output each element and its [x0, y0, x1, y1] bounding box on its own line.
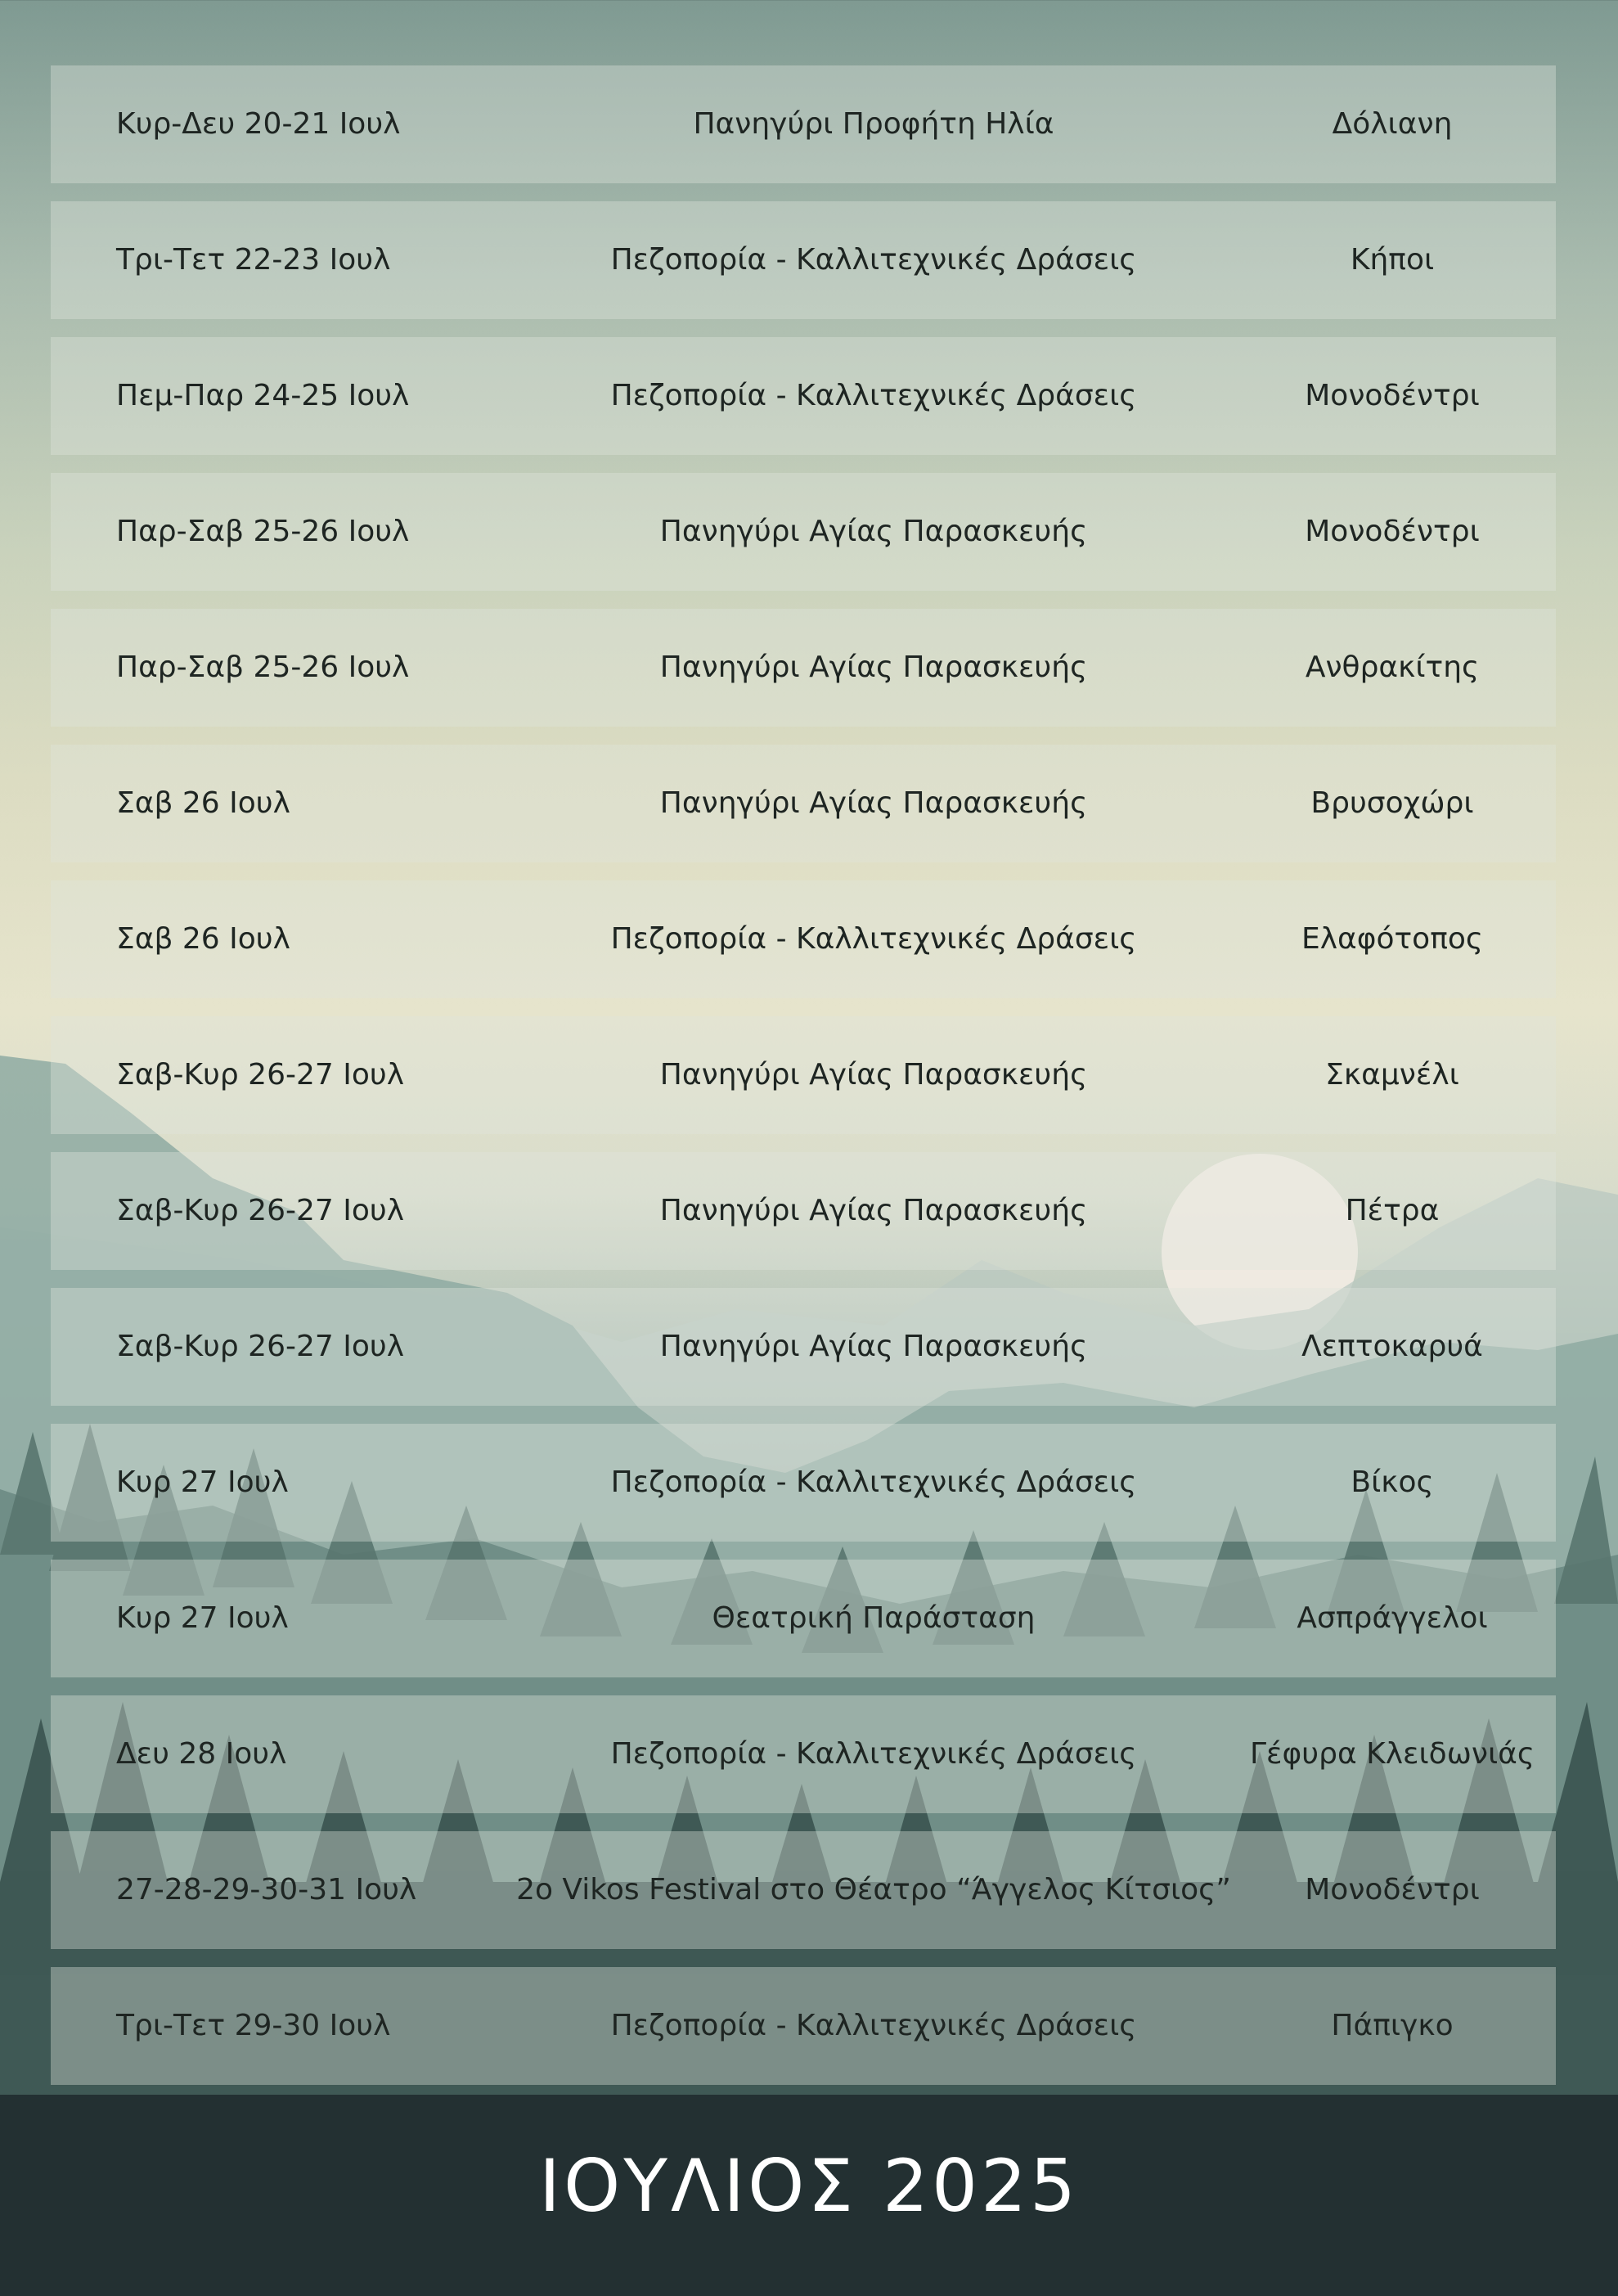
event-location: Μονοδέντρι: [1305, 1873, 1480, 1907]
event-date: Δευ 28 Ιουλ: [116, 1737, 287, 1771]
event-name: Πανηγύρι Προφήτη Ηλία: [693, 107, 1054, 141]
page-title: ΙΟΥΛΙΟΣ 2025: [539, 2144, 1079, 2228]
schedule-row: [51, 1016, 1556, 1134]
event-location: Γέφυρα Κλειδωνιάς: [1250, 1737, 1535, 1771]
event-date: Παρ-Σαβ 25-26 Ιουλ: [116, 651, 410, 684]
event-location: Πάπιγκο: [1331, 2009, 1454, 2042]
schedule-row: [51, 880, 1556, 998]
event-name: Πεζοπορία - Καλλιτεχνικές Δράσεις: [610, 1737, 1137, 1771]
schedule-row: [51, 609, 1556, 727]
event-name: Πεζοπορία - Καλλιτεχνικές Δράσεις: [610, 379, 1137, 412]
event-name: Πανηγύρι Αγίας Παρασκευής: [659, 1058, 1088, 1092]
event-date: 27-28-29-30-31 Ιουλ: [116, 1873, 417, 1907]
event-location: Ανθρακίτης: [1305, 651, 1480, 684]
schedule-row: [51, 1967, 1556, 2085]
schedule-row: [51, 337, 1556, 455]
event-location: Κήποι: [1350, 243, 1435, 277]
event-date: Κυρ 27 Ιουλ: [116, 1465, 289, 1499]
event-name: Πεζοπορία - Καλλιτεχνικές Δράσεις: [610, 1465, 1137, 1499]
schedule-row: [51, 473, 1556, 591]
schedule-row: [51, 1831, 1556, 1949]
event-name: Πανηγύρι Αγίας Παρασκευής: [659, 1330, 1088, 1363]
schedule-row: [51, 1695, 1556, 1813]
event-name: Πεζοπορία - Καλλιτεχνικές Δράσεις: [610, 922, 1137, 956]
event-name: Πανηγύρι Αγίας Παρασκευής: [659, 651, 1088, 684]
event-location: Ελαφότοπος: [1301, 922, 1484, 956]
schedule-row: [51, 1288, 1556, 1406]
schedule-row: [51, 201, 1556, 319]
event-date: Κυρ-Δευ 20-21 Ιουλ: [116, 107, 401, 141]
event-name: Πεζοπορία - Καλλιτεχνικές Δράσεις: [610, 2009, 1137, 2042]
event-location: Βίκος: [1351, 1465, 1434, 1499]
event-name: Πανηγύρι Αγίας Παρασκευής: [659, 786, 1088, 820]
event-date: Σαβ 26 Ιουλ: [116, 922, 290, 956]
event-date: Σαβ-Κυρ 26-27 Ιουλ: [116, 1194, 405, 1227]
event-name: 2o Vikos Festival στο Θέατρο “Άγγελος Κίτσιος”: [516, 1873, 1231, 1907]
event-location: Ασπράγγελοι: [1297, 1601, 1488, 1635]
event-date: Παρ-Σαβ 25-26 Ιουλ: [116, 515, 410, 548]
event-location: Σκαμνέλι: [1325, 1058, 1459, 1092]
event-location: Πέτρα: [1345, 1194, 1440, 1227]
event-date: Κυρ 27 Ιουλ: [116, 1601, 289, 1635]
event-date: Τρι-Τετ 29-30 Ιουλ: [116, 2009, 391, 2042]
event-location: Μονοδέντρι: [1305, 379, 1480, 412]
schedule-row: [51, 1152, 1556, 1270]
event-name: Πανηγύρι Αγίας Παρασκευής: [659, 1194, 1088, 1227]
event-date: Σαβ-Κυρ 26-27 Ιουλ: [116, 1330, 405, 1363]
event-location: Βρυσοχώρι: [1310, 786, 1474, 820]
event-date: Σαβ 26 Ιουλ: [116, 786, 290, 820]
schedule-row: [51, 1560, 1556, 1677]
event-date: Τρι-Τετ 22-23 Ιουλ: [116, 243, 391, 277]
schedule-row: [51, 745, 1556, 862]
schedule-row: [51, 65, 1556, 183]
event-location: Δόλιανη: [1332, 107, 1453, 141]
event-name: Πεζοπορία - Καλλιτεχνικές Δράσεις: [610, 243, 1137, 277]
event-location: Λεπτοκαρυά: [1301, 1330, 1483, 1363]
schedule-row: [51, 1424, 1556, 1542]
event-name: Θεατρική Παράσταση: [712, 1601, 1036, 1635]
event-date: Πεμ-Παρ 24-25 Ιουλ: [116, 379, 410, 412]
event-location: Μονοδέντρι: [1305, 515, 1480, 548]
event-name: Πανηγύρι Αγίας Παρασκευής: [659, 515, 1088, 548]
event-date: Σαβ-Κυρ 26-27 Ιουλ: [116, 1058, 405, 1092]
